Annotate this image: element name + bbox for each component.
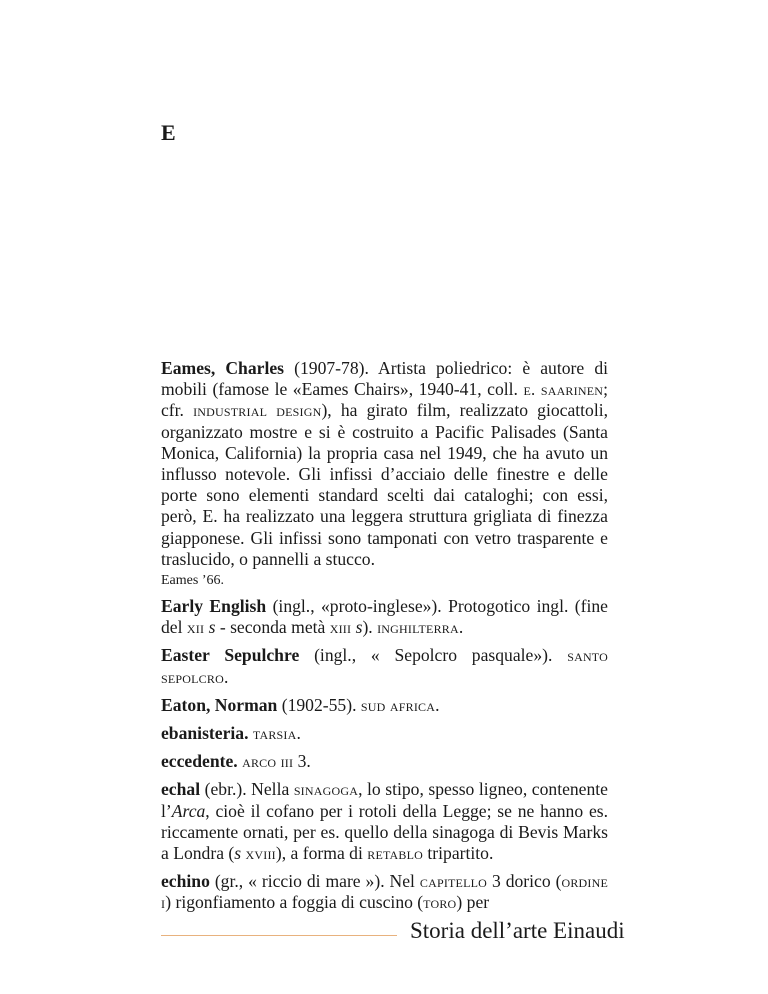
entry-text: 3 dorico ( (487, 871, 562, 892)
cross-reference: inghilterra (377, 618, 459, 638)
dictionary-entry (161, 695, 608, 716)
entry-text: (ebr.). Nella (200, 779, 294, 800)
entry-text: (1902-55). (277, 694, 361, 715)
entry-text: tripartito. (423, 843, 494, 864)
dictionary-entry (161, 751, 608, 772)
cross-reference: xviii (245, 844, 276, 864)
bibliography-note: Eames ’66. (161, 573, 224, 589)
entry-headword: Early English (161, 596, 267, 617)
entry-text: - seconda metà (215, 617, 330, 638)
entry-headword: ebanisteria. (161, 723, 249, 744)
entry-text: s (234, 843, 242, 864)
cross-reference: xii (186, 618, 205, 638)
dictionary-entry (161, 779, 608, 864)
cross-reference: sinagoga (293, 780, 359, 800)
cross-reference: santo sepolcro (161, 646, 608, 687)
footer-publication-title: Storia dell’arte Einaudi (410, 918, 625, 943)
entry-text: . (458, 617, 464, 638)
cross-reference: xiii (329, 618, 352, 638)
dictionary-entry (161, 596, 608, 638)
entry-headword: eccedente. (161, 751, 238, 772)
entry-headword: Eames, Charles (161, 358, 284, 378)
cross-reference: retablo (367, 844, 424, 864)
entry-headword: Easter Sepulchre (161, 645, 300, 666)
entry-headword: echal (161, 779, 201, 800)
entry-text: ) per (456, 892, 490, 913)
cross-reference: industrial design (193, 401, 322, 421)
entry-text: (1907-78). Artista poliedrico: è autore di mobili (famose le «Eames Chairs», 1940-41, coll. (161, 358, 609, 400)
entry-text: (gr., « riccio di mare »). Nel (209, 871, 420, 892)
cross-reference: sud africa (360, 695, 436, 715)
entry-text: , lo stipo, spesso ligneo, contenente l’ (161, 779, 608, 821)
entry-text: (ingl., « Sepolcro pasquale»). (299, 645, 568, 666)
entry-headword: echino (161, 871, 210, 892)
cross-reference: capitello (419, 872, 488, 892)
entry-text: . (435, 694, 440, 715)
dictionary-entries (161, 358, 608, 921)
cross-reference: tarsia (252, 724, 297, 744)
section-letter: E (161, 120, 176, 145)
entry-text: ), ha girato film, realizzato giocattoli, organizzato mostre e si è costruito a Pacific Palisades (Santa Monica, California) la propria casa nel 1949, che ha avuto un influsso notevole. Gli infissi d’acciaio delle finestre e delle porte sono elementi standard scelti dai cataloghi; con essi, però, E. ha realizzato una leggera struttura grigliata di finezza giapponese. Gli infissi sono tamponati con vetro trasparente e traslucido, o pannelli a stucco. (161, 400, 609, 569)
dictionary-entry (161, 645, 608, 687)
footer-rule (161, 935, 397, 936)
entry-text: ). (362, 617, 378, 638)
dictionary-entry (161, 723, 608, 744)
dictionary-entry (161, 871, 608, 913)
cross-reference: e. saarinen (523, 380, 604, 400)
entry-text: s (351, 617, 363, 638)
entry-text: s (204, 617, 216, 638)
entry-text: (ingl., «proto-inglese»). Protogotico ingl. (fine del (161, 596, 608, 638)
cross-reference: toro (423, 893, 457, 913)
dictionary-entry (161, 358, 608, 570)
entry-text: , cioè il cofano per i rotoli della Legge; se ne hanno es. riccamente ornati, per es. quello della sinagoga di Bevis Marks a Londra ( (161, 800, 608, 864)
entry-text: ), a forma di (275, 843, 368, 864)
entry-text: Arca (171, 800, 206, 821)
cross-reference: ordine i (161, 872, 608, 913)
entry-text: . (223, 666, 229, 687)
entry-text: ; cfr. (161, 379, 608, 421)
entry-text: 3. (293, 751, 311, 772)
entry-text: ) rigonfiamento a foggia di cuscino ( (165, 892, 424, 913)
cross-reference: arco iii (242, 752, 294, 772)
entry-text: . (296, 723, 301, 744)
entry-headword: Eaton, Norman (161, 694, 278, 715)
